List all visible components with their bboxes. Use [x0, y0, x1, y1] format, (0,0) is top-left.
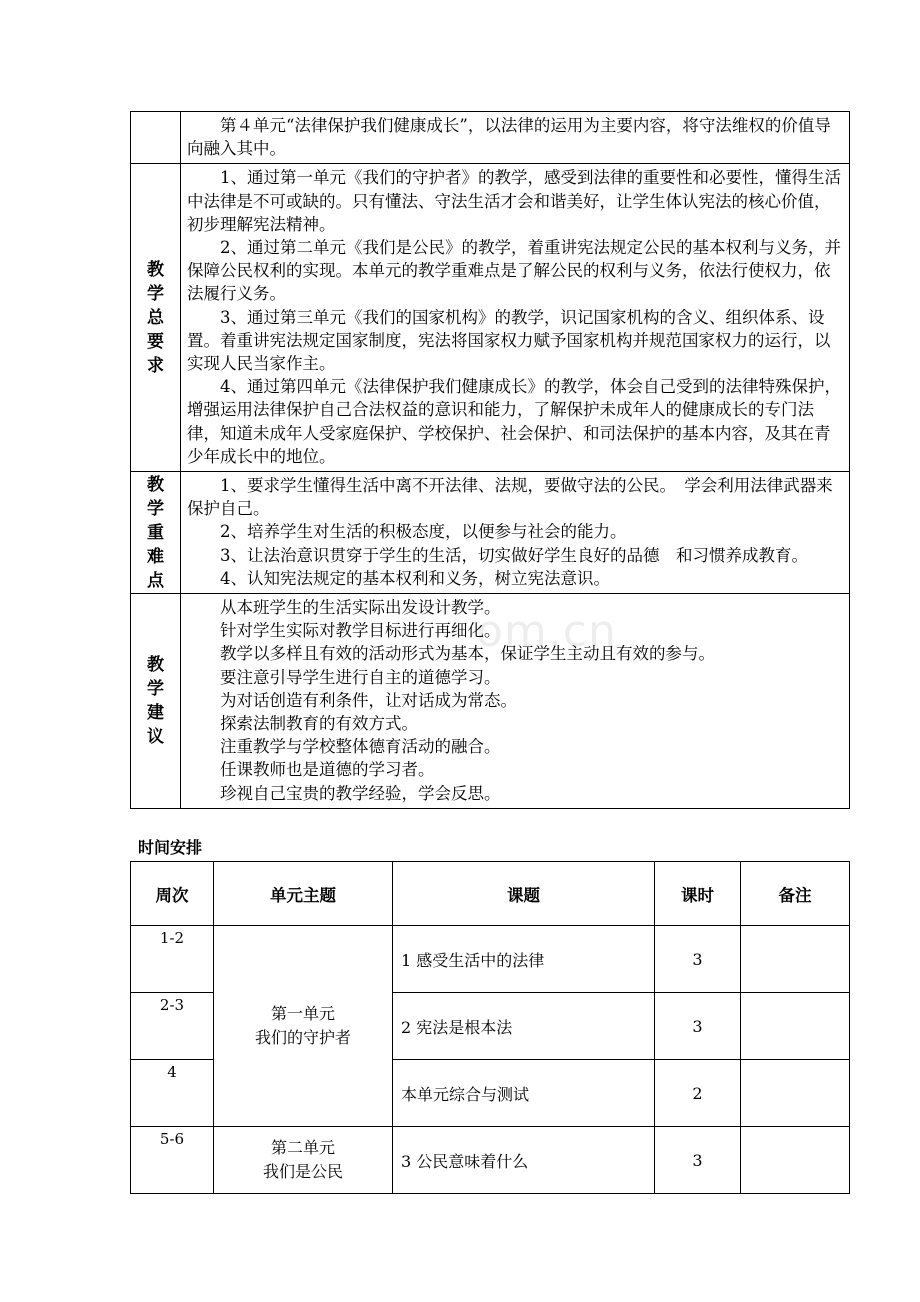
week-cell: 1-2 [131, 926, 214, 993]
requirement-paragraph: 2、通过第二单元《我们是公民》的教学，着重讲宪法规定公民的基本权利与义务，并保障公民权利的实现。本单元的教学重难点是了解公民的权利与义务，依法行使权力，依法履行义务。 [187, 238, 841, 304]
schedule-table [130, 861, 850, 1194]
header-week: 周次 [131, 862, 214, 926]
table-row [131, 1127, 850, 1194]
unit-cell [214, 926, 393, 1127]
header-hours: 课时 [655, 862, 741, 926]
key-point-paragraph: 2、培养学生对生活的积极态度，以便参与社会的能力。 [220, 522, 627, 542]
key-points-row [131, 472, 850, 594]
suggestion-item: 注重教学与学校整体德育活动的融合。 [220, 737, 501, 757]
key-points-content [181, 472, 850, 594]
schedule-title: 时间安排 [138, 838, 203, 857]
intro-row [131, 112, 850, 164]
suggestion-item: 教学以多样且有效的活动形式为基本，保证学生主动且有效的参与。 [220, 644, 715, 664]
notes-cell [741, 993, 850, 1060]
key-point-paragraph: 1、要求学生懂得生活中离不开法律、法规，要做守法的公民。 学会利用法律武器来保护自己。 [187, 476, 833, 519]
header-lesson: 课题 [393, 862, 655, 926]
table-row [131, 926, 850, 993]
suggestions-content [181, 594, 850, 809]
suggestion-item: 为对话创造有利条件，让对话成为常态。 [220, 690, 517, 710]
unit-cell [214, 1127, 393, 1194]
week-cell: 5-6 [131, 1127, 214, 1194]
watermark: om.cn [476, 606, 617, 657]
total-requirements-row [131, 164, 850, 472]
hours-cell: 3 [655, 1127, 741, 1194]
intro-row-label [131, 112, 181, 164]
intro-row-content [181, 112, 850, 164]
lesson-cell: 1 感受生活中的法律 [393, 926, 655, 993]
hours-cell: 3 [655, 993, 741, 1060]
suggestion-item: 探索法制教育的有效方式。 [220, 714, 418, 734]
total-requirements-label: 教学总要求 [131, 164, 181, 472]
week-cell: 2-3 [131, 993, 214, 1060]
total-requirements-content [181, 164, 850, 472]
key-points-label: 教学重难点 [131, 472, 181, 594]
suggestion-item: 要注意引导学生进行自主的道德学习。 [220, 667, 501, 687]
lesson-cell: 2 宪法是根本法 [393, 993, 655, 1060]
suggestion-item: 任课教师也是道德的学习者。 [220, 760, 435, 780]
header-notes: 备注 [741, 862, 850, 926]
requirement-paragraph: 1、通过第一单元《我们的守护者》的教学，感受到法律的重要性和必要性，懂得生活中法律是不可或缺的。只有懂法、守法生活才会和谐美好，让学生体认宪法的核心价值，初步理解宪法精神。 [187, 168, 841, 234]
notes-cell [741, 1127, 850, 1194]
requirement-paragraph: 4、通过第四单元《法律保护我们健康成长》的教学，体会自己受到的法律特殊保护，增强运用法律保护自己合法权益的意识和能力，了解保护未成年人的健康成长的专门法律，知道未成年人受家庭保护、学校保护、社会保护、和司法保护的基本内容，及其在青少年成长中的地位。 [187, 377, 841, 466]
lesson-cell: 本单元综合与测试 [393, 1060, 655, 1127]
unit-theme: 我们是公民 [262, 1162, 343, 1181]
key-point-paragraph: 3、让法治意识贯穿于学生的生活，切实做好学生良好的品德 和习惯养成教育。 [220, 545, 808, 565]
header-unit: 单元主题 [214, 862, 393, 926]
unit-number: 第二单元 [270, 1138, 335, 1157]
schedule-header-row [131, 862, 850, 926]
notes-cell [741, 1060, 850, 1127]
suggestion-item: 针对学生实际对教学目标进行再细化。 [220, 621, 501, 641]
requirement-paragraph: 3、通过第三单元《我们的国家机构》的教学，识记国家机构的含义、组织体系、设置。着重讲宪法规定国家制度，宪法将国家权力赋予国家机构并规范国家权力的运行，以实现人民当家作主。 [187, 307, 831, 374]
lesson-cell: 3 公民意味着什么 [393, 1127, 655, 1194]
hours-cell: 3 [655, 926, 741, 993]
suggestion-item: 珍视自己宝贵的教学经验，学会反思。 [220, 783, 501, 803]
unit-number: 第一单元 [270, 1004, 335, 1023]
intro-paragraph: 第４单元“法律保护我们健康成长”，以法律的运用为主要内容，将守法维权的价值导向融入其中。 [187, 116, 831, 159]
unit-theme: 我们的守护者 [254, 1028, 351, 1047]
hours-cell: 2 [655, 1060, 741, 1127]
suggestions-row [131, 594, 850, 809]
week-cell: 4 [131, 1060, 214, 1127]
suggestion-item: 从本班学生的生活实际出发设计教学。 [220, 598, 501, 618]
suggestions-label: 教学建议 [131, 594, 181, 809]
teaching-requirements-table [130, 111, 850, 809]
key-point-paragraph: 4、认知宪法规定的基本权利和义务，树立宪法意识。 [220, 568, 610, 588]
notes-cell [741, 926, 850, 993]
